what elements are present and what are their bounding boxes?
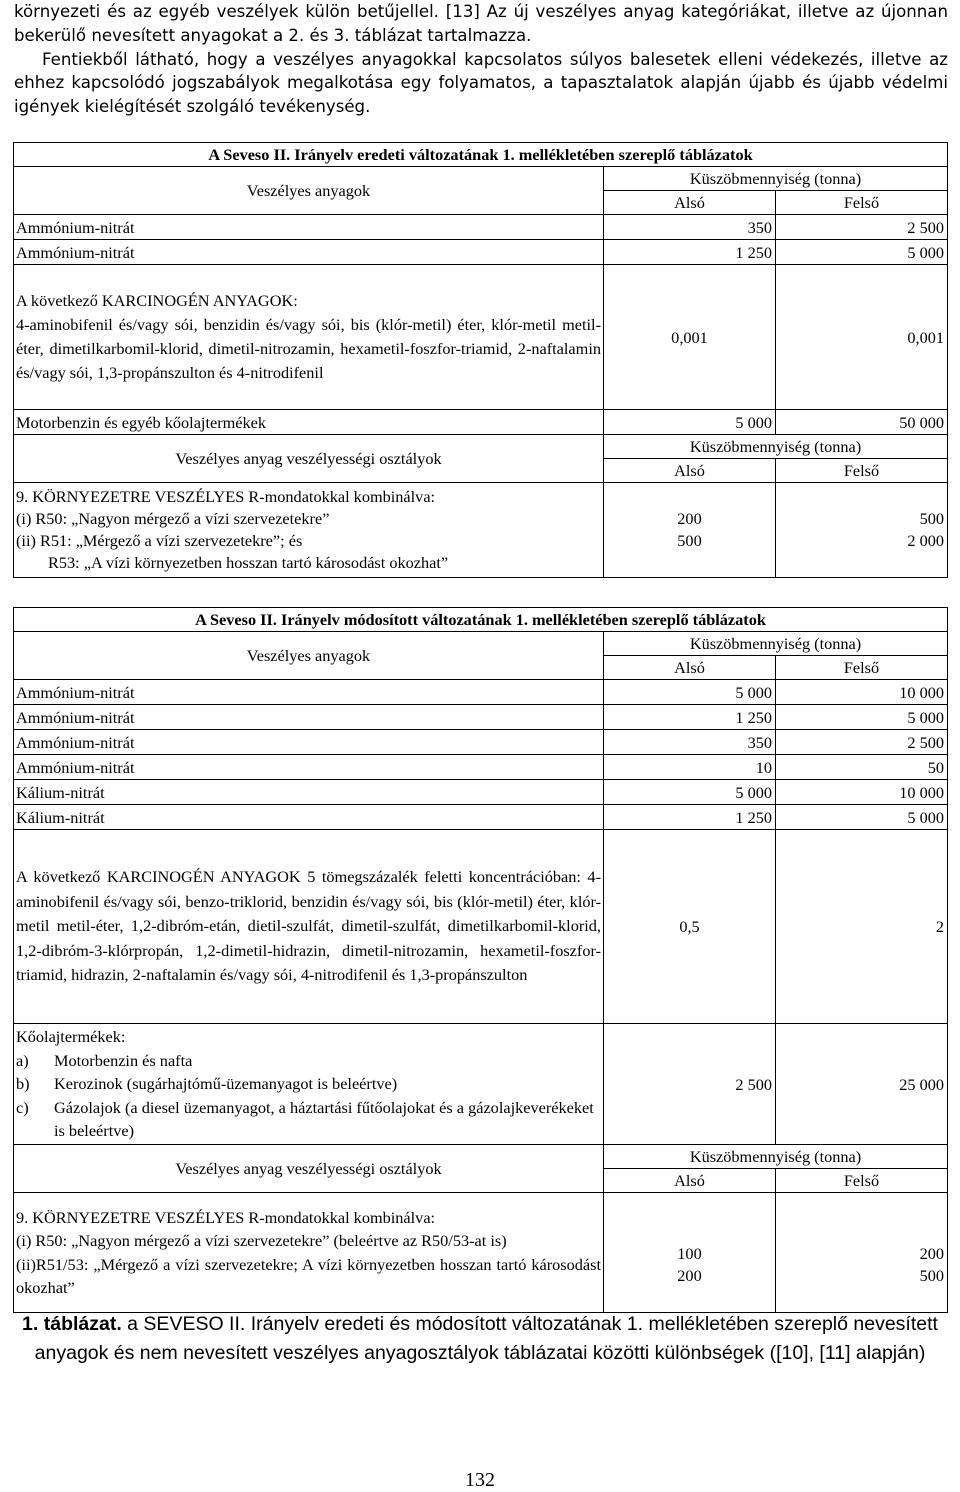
upper-value: 2 500 xyxy=(776,730,948,755)
env-item-ii: (ii) R51: „Mérgező a vízi szervezetekre”; és xyxy=(16,531,303,550)
table-row xyxy=(14,483,948,578)
table-row xyxy=(14,805,948,830)
oil-item-c xyxy=(16,1096,601,1143)
substance-name: Ammónium-nitrát xyxy=(14,680,604,705)
substance-name: Kálium-nitrát xyxy=(14,805,604,830)
column-header-threshold: Küszöbmennyiség (tonna) xyxy=(604,1145,948,1169)
env-heading: 9. KÖRNYEZETRE VESZÉLYES R-mondatokkal kombinálva: xyxy=(16,487,436,506)
table-title: A Seveso II. Irányelv eredeti változatának 1. mellékletében szereplő táblázatok xyxy=(14,143,948,167)
upper-value-2: 2 000 xyxy=(907,531,945,550)
table-row xyxy=(14,755,948,780)
lower-value: 2 500 xyxy=(604,1024,776,1145)
carcinogen-heading: A következő KARCINOGÉN ANYAGOK: xyxy=(16,291,298,310)
column-header-upper: Felső xyxy=(776,191,948,215)
upper-value: 50 xyxy=(776,755,948,780)
table-title: A Seveso II. Irányelv módosított változatának 1. mellékletében szereplő táblázatok xyxy=(14,608,948,632)
table-original-version xyxy=(13,142,948,578)
lower-value: 350 xyxy=(604,215,776,240)
environment-class-cell xyxy=(14,1193,604,1313)
substance-name: Ammónium-nitrát xyxy=(14,240,604,265)
lower-value-1: 200 xyxy=(677,509,702,528)
substance-name: Ammónium-nitrát xyxy=(14,730,604,755)
lower-value: 1 250 xyxy=(604,240,776,265)
column-header-lower: Alsó xyxy=(604,656,776,680)
oil-item-a xyxy=(16,1049,601,1073)
table-row xyxy=(14,1024,948,1145)
table-row xyxy=(14,680,948,705)
column-header-substances: Veszélyes anyagok xyxy=(14,632,604,680)
lower-value: 5 000 xyxy=(604,780,776,805)
oil-item-c-label: c) xyxy=(16,1097,29,1117)
upper-value: 10 000 xyxy=(776,680,948,705)
table-caption xyxy=(13,1310,947,1368)
upper-value: 5 000 xyxy=(776,240,948,265)
column-header-substances: Veszélyes anyagok xyxy=(14,167,604,215)
env-heading: 9. KÖRNYEZETRE VESZÉLYES R-mondatokkal kombinálva: xyxy=(16,1207,436,1227)
oil-item-b xyxy=(16,1072,601,1096)
oil-item-a-label: a) xyxy=(16,1050,29,1070)
upper-value xyxy=(776,483,948,578)
caption-label: 1. táblázat. xyxy=(22,1313,122,1335)
column-header-lower: Alsó xyxy=(604,191,776,215)
upper-value-1: 200 xyxy=(919,1243,944,1263)
lower-value: 1 250 xyxy=(604,705,776,730)
column-header-upper: Felső xyxy=(776,1169,948,1193)
table-row xyxy=(14,730,948,755)
oil-item-c-text: Gázolajok (a diesel üzemanyagot, a háztartási fűtőolajokat és a gázolajkeverékeket is beleértve) xyxy=(54,1097,594,1141)
lower-value-2: 200 xyxy=(677,1265,702,1285)
oil-products-cell xyxy=(14,1024,604,1145)
env-item-i: (i) R50: „Nagyon mérgező a vízi szervezetekre” (beleértve az R50/53-at is) xyxy=(16,1231,507,1250)
lower-value: 5 000 xyxy=(604,680,776,705)
substance-name: Motorbenzin és egyéb kőolajtermékek xyxy=(14,410,604,435)
table-row xyxy=(14,240,948,265)
oil-item-b-text: Kerozinok (sugárhajtómű-üzemanyagot is beleértve) xyxy=(54,1074,398,1094)
upper-value: 10 000 xyxy=(776,780,948,805)
column-header-threshold: Küszöbmennyiség (tonna) xyxy=(604,167,948,191)
column-header-upper: Felső xyxy=(776,459,948,483)
lower-value-2: 500 xyxy=(677,531,702,550)
lower-value: 0,001 xyxy=(604,265,776,410)
intro-line-1: környezeti és az egyéb veszélyek külön betűjellel. [13] Az új veszélyes anyag kategóriákat, illetve az újonnan bekerülő nevesített anyagokat a 2. és 3. táblázat tartalmazza. xyxy=(14,2,948,45)
carcinogen-cell xyxy=(14,265,604,410)
column-header-lower: Alsó xyxy=(604,459,776,483)
column-header-threshold: Küszöbmennyiség (tonna) xyxy=(604,435,948,459)
lower-value: 10 xyxy=(604,755,776,780)
lower-value: 1 250 xyxy=(604,805,776,830)
table-row xyxy=(14,215,948,240)
intro-paragraph-2: Fentiekből látható, hogy a veszélyes anyagokkal kapcsolatos súlyos balesetek elleni védekezés, illetve az ehhez kapcsolódó jogszabályok megalkotása egy folyamatos, a tapasztalatok alapján újabb és újabb védelmi igények kielégítését szolgáló tevékenység. xyxy=(14,49,948,117)
page-number: 132 xyxy=(465,1469,495,1491)
upper-value: 2 xyxy=(776,830,948,1024)
caption-text: a SEVESO II. Irányelv eredeti és módosított változatának 1. mellékletében szereplő nevesített anyagok és nem nevesített veszélyes anyagosztályok táblázatai közötti különbségek ([10], [11] alapján) xyxy=(34,1313,938,1364)
substance-name: Ammónium-nitrát xyxy=(14,755,604,780)
column-header-classes: Veszélyes anyag veszélyességi osztályok xyxy=(14,435,604,483)
lower-value xyxy=(604,483,776,578)
upper-value-2: 500 xyxy=(919,1265,944,1285)
upper-value xyxy=(776,1193,948,1313)
upper-value: 2 500 xyxy=(776,215,948,240)
oil-item-a-text: Motorbenzin és nafta xyxy=(54,1050,193,1070)
upper-value: 5 000 xyxy=(776,805,948,830)
carcinogen-list: 4-aminobifenil és/vagy sói, benzidin és/vagy sói, bis (klór-metil) éter, klór-metil metil-éter, dimetilkarbomil-klorid, dimetil-nitrozamin, hexametil-foszfor-triamid, 2-naftalamin és/vagy sói, 1,3-propánszulton és 4-nitrodifenil xyxy=(16,315,601,382)
column-header-classes: Veszélyes anyag veszélyességi osztályok xyxy=(14,1145,604,1193)
oil-item-b-label: b) xyxy=(16,1074,30,1094)
lower-value: 5 000 xyxy=(604,410,776,435)
substance-name: Kálium-nitrát xyxy=(14,780,604,805)
lower-value: 350 xyxy=(604,730,776,755)
table-row xyxy=(14,410,948,435)
substance-name: Ammónium-nitrát xyxy=(14,705,604,730)
lower-value-1: 100 xyxy=(677,1243,702,1263)
table-modified-version xyxy=(13,607,948,1313)
table-row xyxy=(14,265,948,410)
column-header-upper: Felső xyxy=(776,656,948,680)
upper-value: 5 000 xyxy=(776,705,948,730)
environment-class-cell xyxy=(14,483,604,578)
substance-name: Ammónium-nitrát xyxy=(14,215,604,240)
env-item-ii-b: R53: „A vízi környezetben hosszan tartó károsodást okozhat” xyxy=(48,553,449,572)
env-item-ii: (ii)R51/53: „Mérgező a vízi szervezetekre; A vízi környezetben hosszan tartó károsodást okozhat” xyxy=(16,1254,601,1297)
column-header-lower: Alsó xyxy=(604,1169,776,1193)
table-row xyxy=(14,780,948,805)
lower-value xyxy=(604,1193,776,1313)
column-header-threshold: Küszöbmennyiség (tonna) xyxy=(604,632,948,656)
upper-value: 0,001 xyxy=(776,265,948,410)
upper-value: 25 000 xyxy=(776,1024,948,1145)
intro-text xyxy=(14,0,948,119)
table-row xyxy=(14,705,948,730)
upper-value-1: 500 xyxy=(919,509,945,528)
oil-heading: Kőolajtermékek: xyxy=(16,1027,126,1047)
table-row xyxy=(14,830,948,1024)
carcinogen-cell: A következő KARCINOGÉN ANYAGOK 5 tömegszázalék feletti koncentrációban: 4-aminobifenil és/vagy sói, benzo-triklorid, benzidin és/vagy sói, bis (klór-metil) éter, klór-metil metil-éter, 1,2-dibróm-etán, dietil-szulfát, dimetil-szulfát, dimetilkarbomil-klorid, 1,2-dibróm-3-klórpropán, 1,2-dimetil-hidrazin, dimetil-nitrozamin, hexametil-foszfor-triamid, hidrazin, 2-naftalamin és/vagy sói, 4-nitrodifenil és 1,3-propánszulton xyxy=(14,830,604,1024)
table-row xyxy=(14,1193,948,1313)
lower-value: 0,5 xyxy=(604,830,776,1024)
upper-value: 50 000 xyxy=(776,410,948,435)
env-item-i: (i) R50: „Nagyon mérgező a vízi szervezetekre” xyxy=(16,509,330,528)
